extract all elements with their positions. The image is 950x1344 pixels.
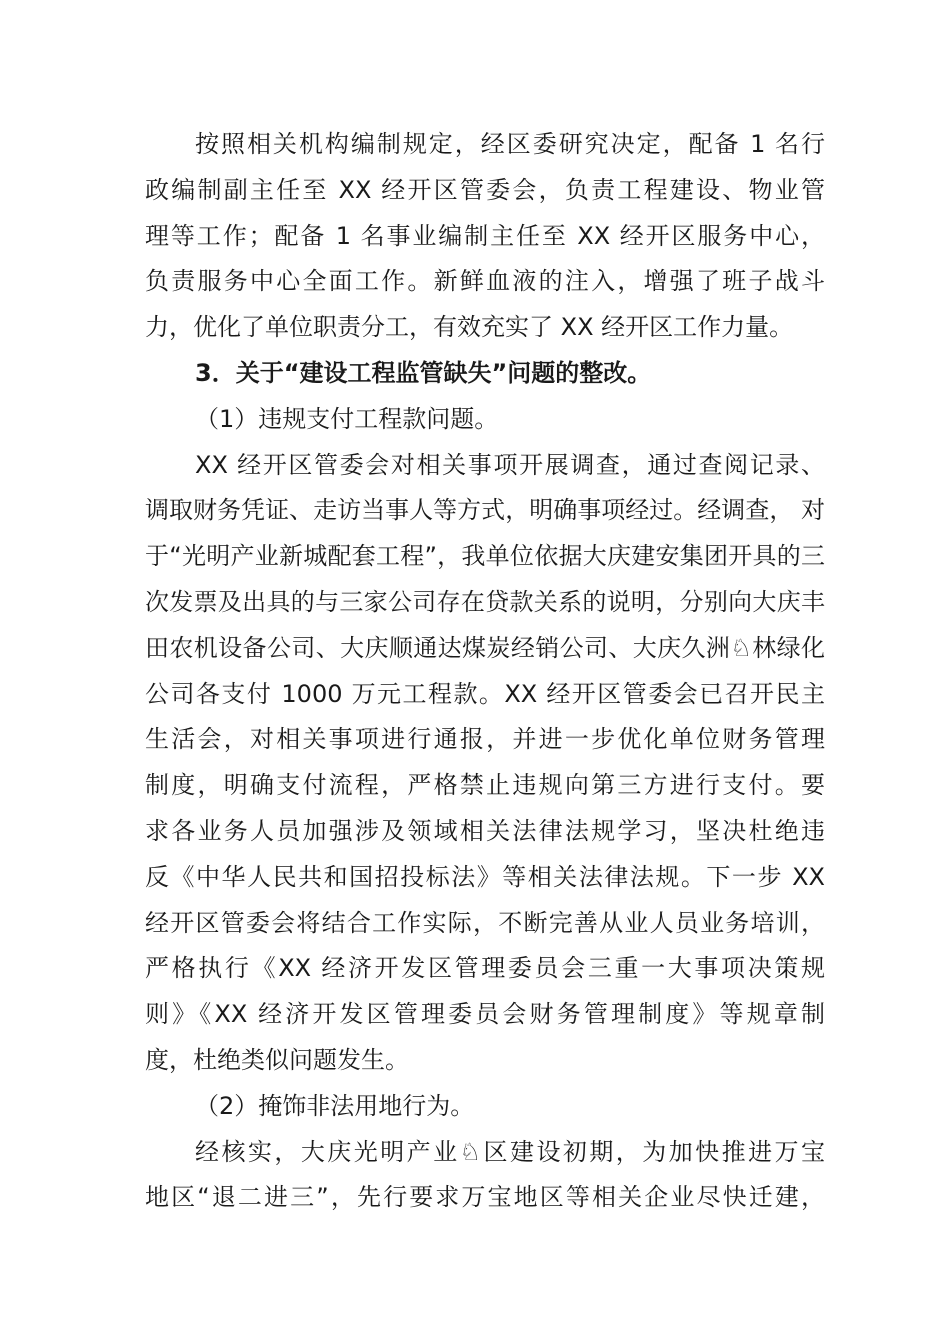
paragraph-line: 政编制副主任至 XX 经开区管委会，负责工程建设、物业管 <box>145 175 825 204</box>
paragraph-line: 次发票及出具的与三家公司存在贷款关系的说明，分别向大庆丰 <box>145 587 825 616</box>
paragraph-line: 严格执行《XX 经济开发区管理委员会三重一大事项决策规 <box>145 954 825 983</box>
paragraph-line: 公司各支付 1000 万元工程款。XX 经开区管委会已召开民主 <box>145 679 825 708</box>
paragraph-line: 经开区管委会将结合工作实际，不断完善从业人员业务培训， <box>145 908 825 937</box>
paragraph-line: 度，杜绝类似问题发生。 <box>145 1045 409 1074</box>
paragraph-line: 按照相关机构编制规定，经区委研究决定，配备 1 名行 <box>195 130 825 158</box>
paragraph-line: 力，优化了单位职责分工，有效充实了 XX 经开区工作力量。 <box>145 313 794 342</box>
subsection-heading: （2）掩饰非法用地行为。 <box>195 1091 475 1120</box>
paragraph-line: 调取财务凭证、走访当事人等方式，明确事项经过。经调查， 对 <box>145 496 825 525</box>
paragraph-line: 经核实，大庆光明产业♘区建设初期，为加快推进万宝 <box>195 1137 825 1166</box>
paragraph-line: XX 经开区管委会对相关事项开展调查，通过查阅记录、 <box>195 450 825 479</box>
paragraph-line: 求各业务人员加强涉及领域相关法律法规学习，坚决杜绝违 <box>145 816 825 845</box>
paragraph-line: 于“光明产业新城配套工程”，我单位依据大庆建安集团开具的三 <box>145 542 825 571</box>
paragraph-line: 制度，明确支付流程，严格禁止违规向第三方进行支付。要 <box>145 771 825 800</box>
paragraph-line: 地区“退二进三”，先行要求万宝地区等相关企业尽快迁建， <box>145 1183 825 1212</box>
paragraph-line: 田农机设备公司、大庆顺通达煤炭经销公司、大庆久洲♘林绿化 <box>145 633 825 662</box>
paragraph-line: 生活会，对相关事项进行通报，并进一步优化单位财务管理 <box>145 725 825 754</box>
section-heading: 3．关于“建设工程监管缺失”问题的整改。 <box>195 358 652 387</box>
paragraph-line: 理等工作；配备 1 名事业编制主任至 XX 经开区服务中心， <box>145 221 825 250</box>
paragraph-line: 负责服务中心全面工作。新鲜血液的注入，增强了班子战斗 <box>145 267 825 296</box>
paragraph-line: 反《中华人民共和国招投标法》等相关法律法规。下一步 XX <box>145 862 825 891</box>
body-text <box>145 122 825 1221</box>
paragraph-line: 则》《XX 经济开发区管理委员会财务管理制度》等规章制 <box>145 1000 825 1029</box>
subsection-heading: （1）违规支付工程款问题。 <box>195 404 499 433</box>
